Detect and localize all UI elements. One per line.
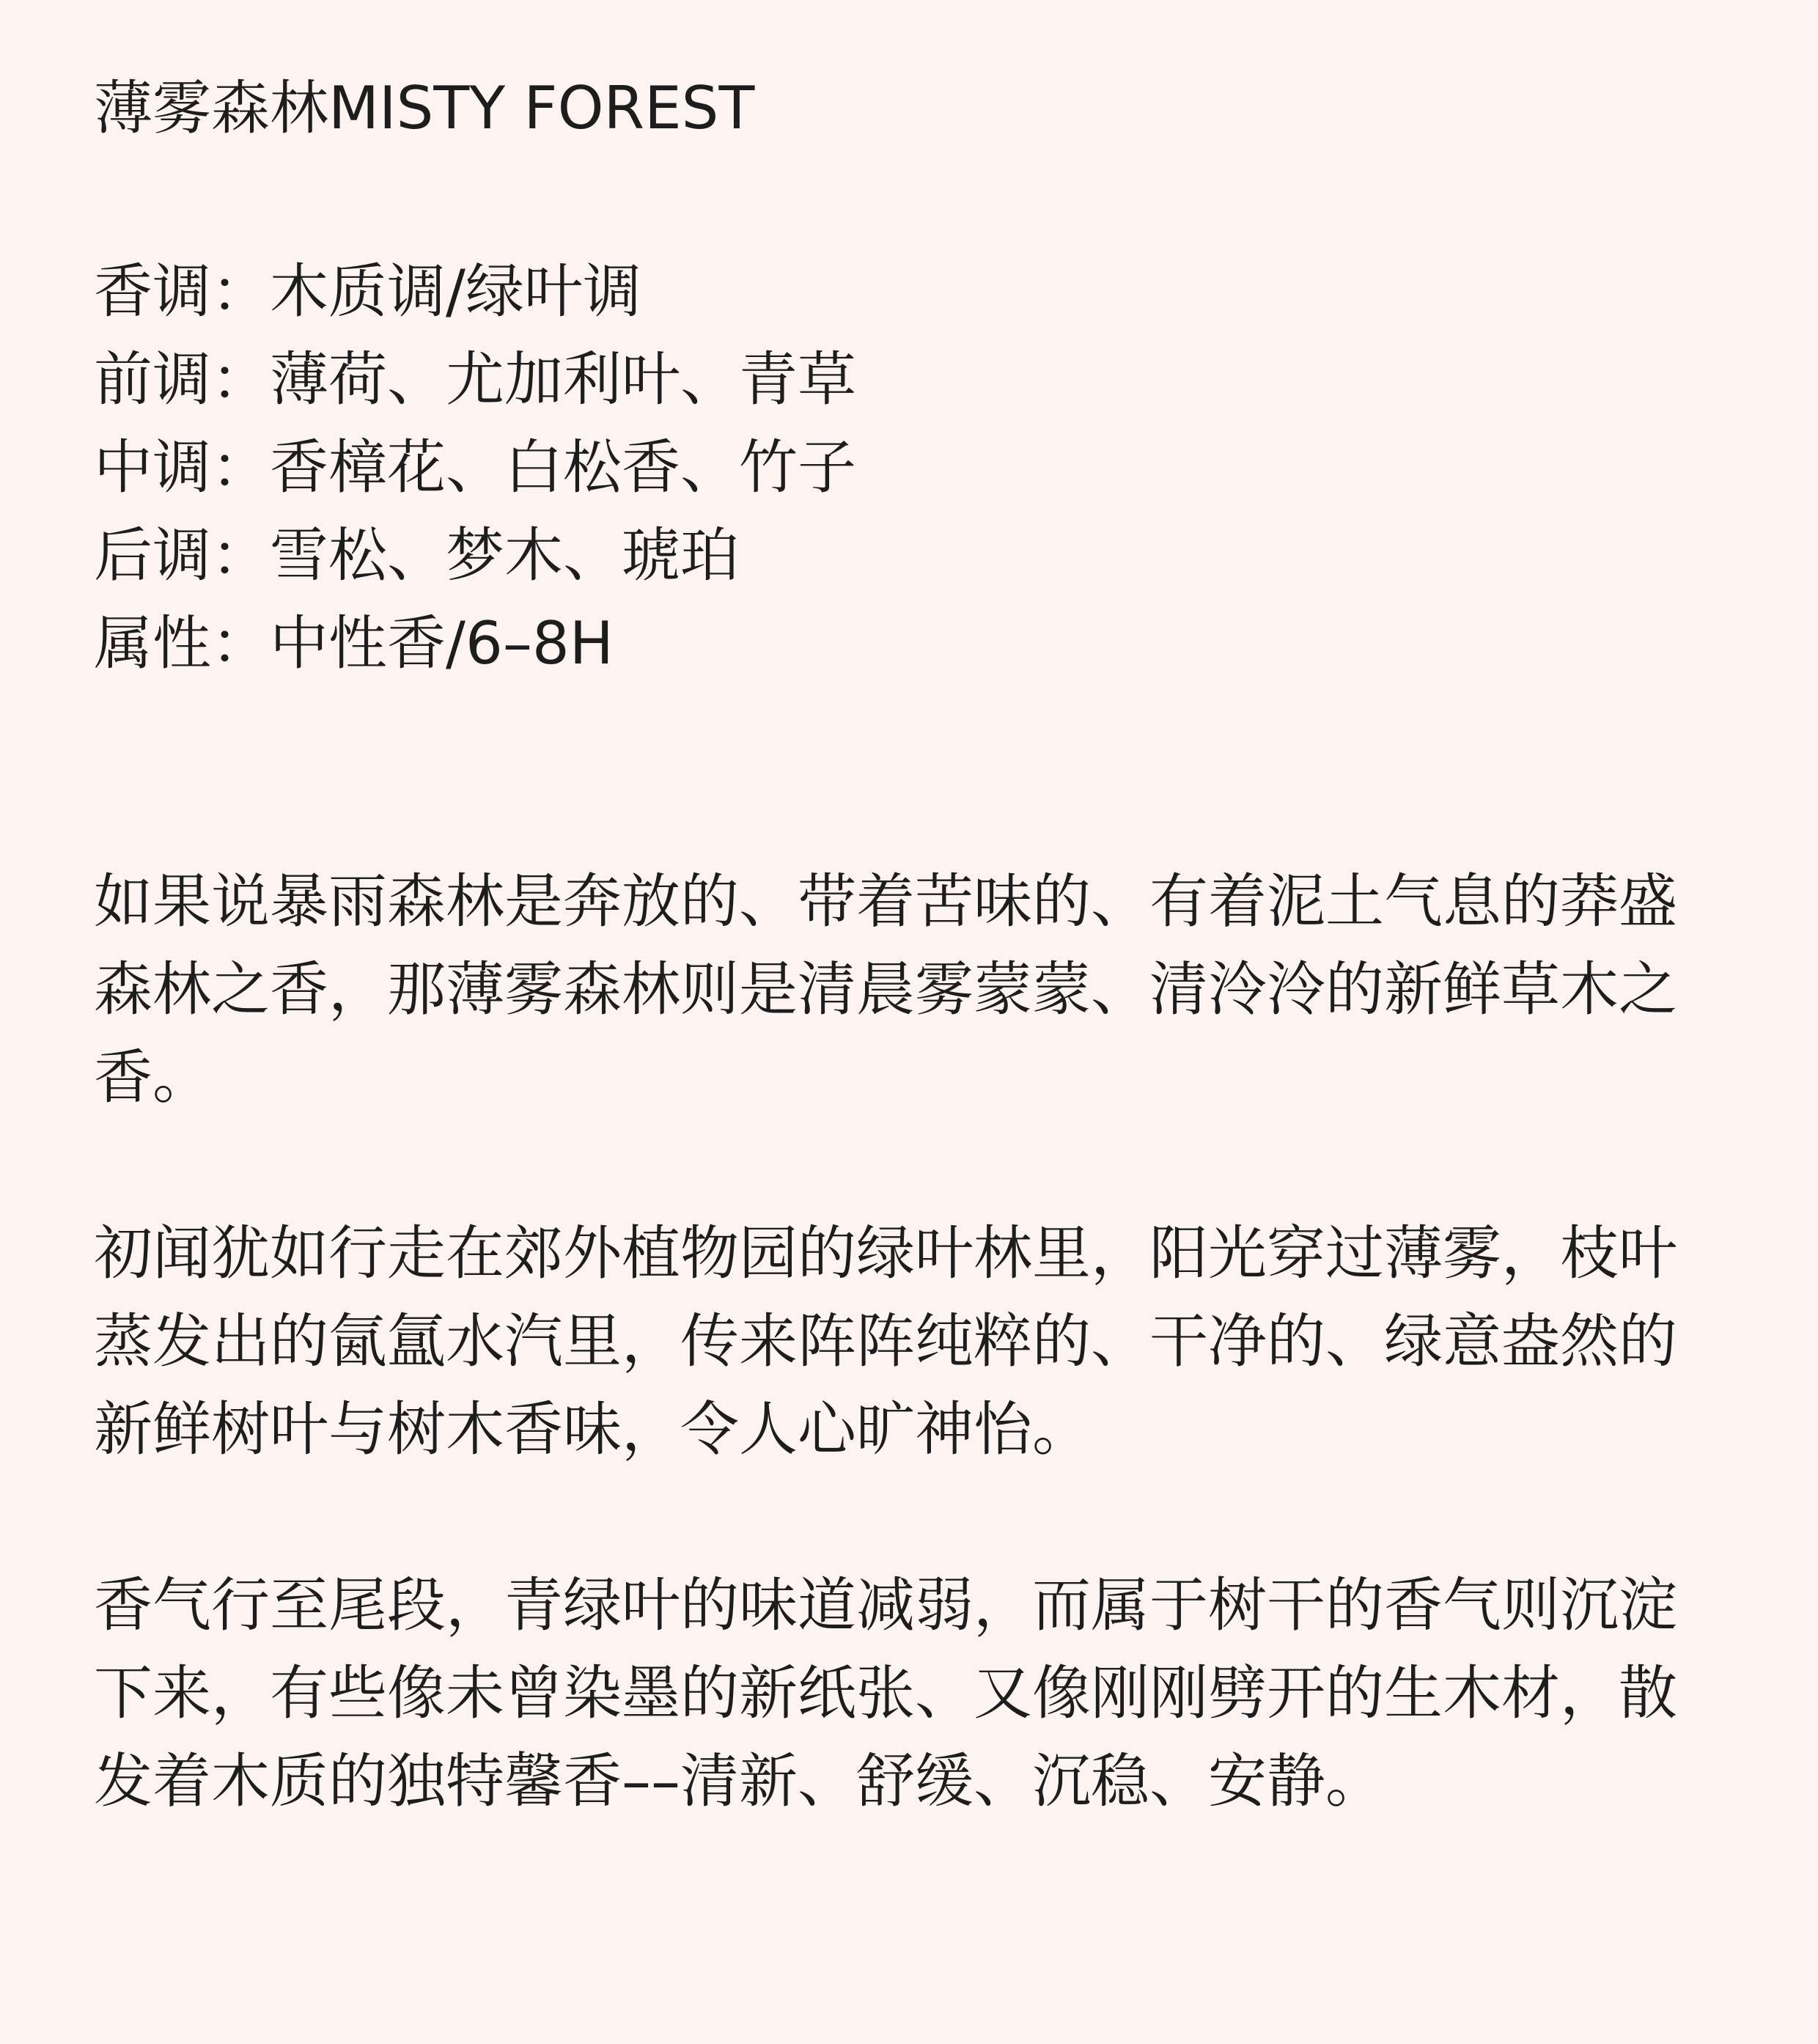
note-family: 香调：木质调/绿叶调	[94, 257, 641, 326]
note-top: 前调：薄荷、尤加利叶、青草	[94, 345, 856, 413]
note-middle: 中调：香樟花、白松香、竹子	[94, 433, 856, 501]
note-attributes: 属性：中性香/6–8H	[94, 609, 614, 677]
fragrance-notes	[94, 248, 856, 688]
note-base: 后调：雪松、梦木、琥珀	[94, 521, 739, 589]
description-paragraph-2: 初闻犹如行走在郊外植物园的绿叶林里，阳光穿过薄雾，枝叶蒸发出的氤氲水汽里，传来阵阵纯粹的、干净的、绿意盎然的新鲜树叶与树木香味，令人心旷神怡。	[94, 1219, 1677, 1463]
product-title: 薄雾森林MISTY FOREST	[94, 74, 755, 142]
description-paragraph-3: 香气行至尾段，青绿叶的味道减弱，而属于树干的香气则沉淀下来，有些像未曾染墨的新纸张、又像刚刚劈开的生木材，散发着木质的独特馨香––清新、舒缓、沉稳、安静。	[94, 1571, 1677, 1815]
description-paragraph-1: 如果说暴雨森林是奔放的、带着苦味的、有着泥土气息的莽盛森林之香，那薄雾森林则是清晨雾蒙蒙、清泠泠的新鲜草木之香。	[94, 867, 1677, 1111]
